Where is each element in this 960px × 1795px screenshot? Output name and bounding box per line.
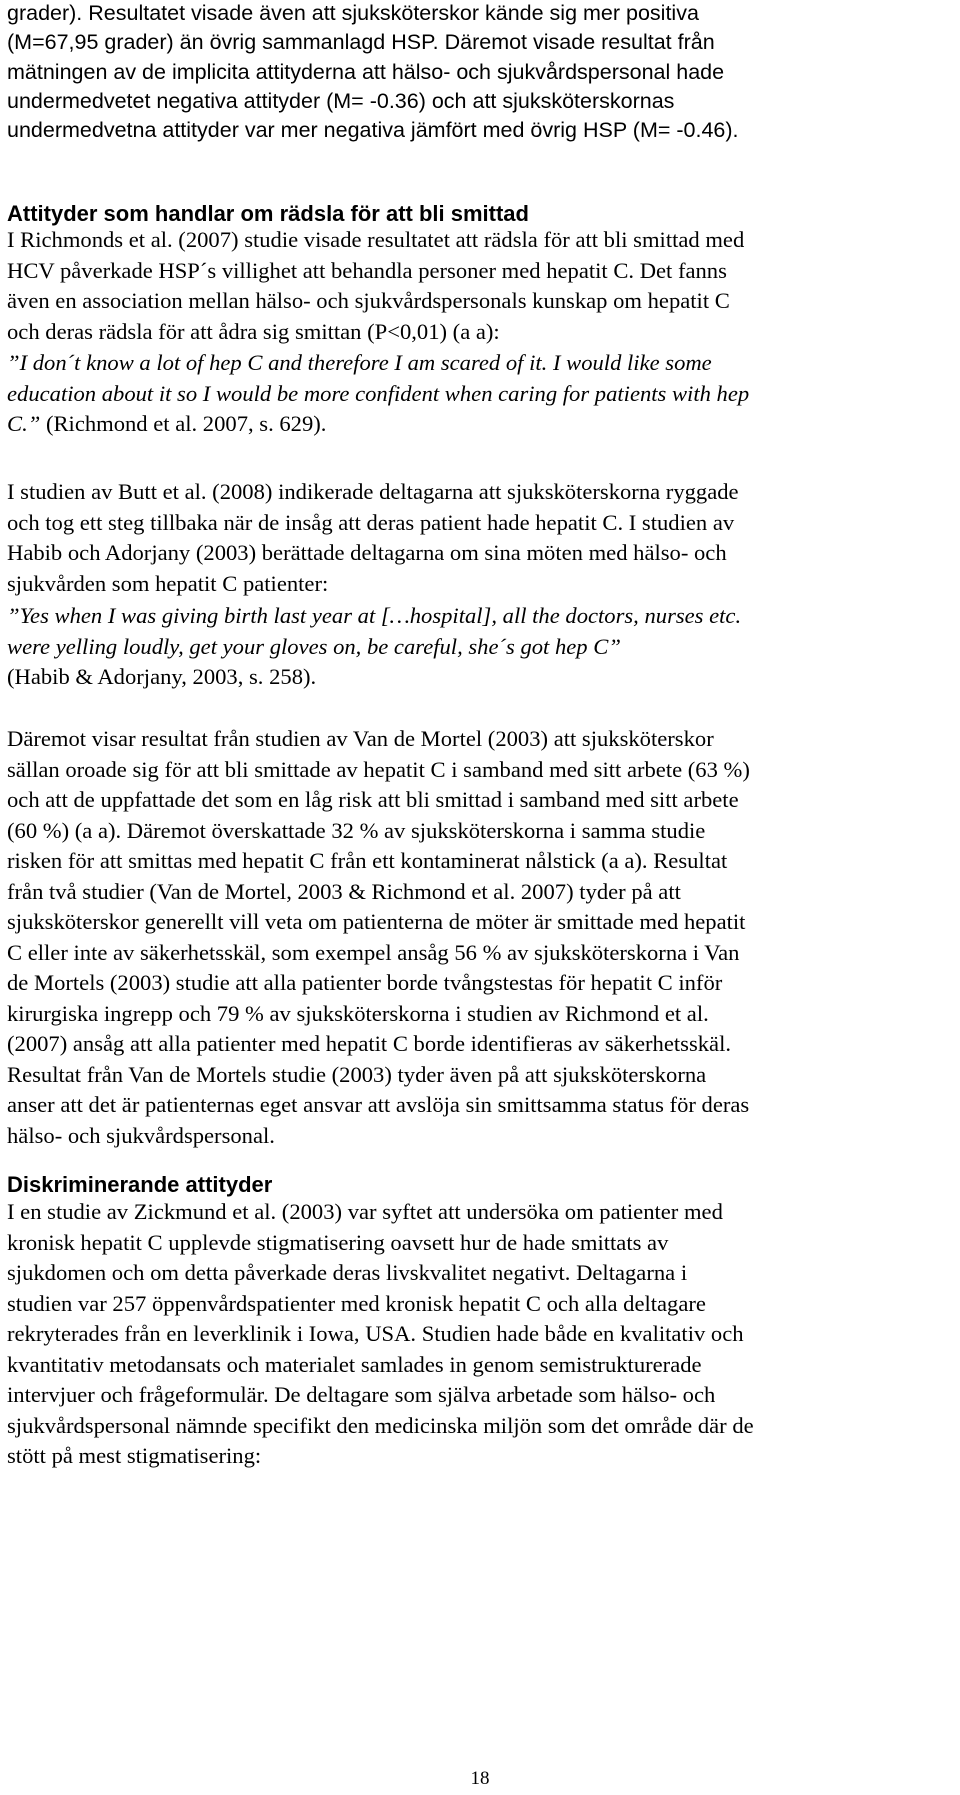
text-line: studien var 257 öppenvårdspatienter med kronisk hepatit C och alla deltagare xyxy=(7,1290,706,1316)
quote-line: were yelling loudly, get your gloves on, be careful, she´s got hep C” xyxy=(7,633,621,659)
text-line: mätningen av de implicita attityderna att hälso- och sjukvårdspersonal hade xyxy=(7,59,725,84)
text-line: kvantitativ metodansats och materialet samlades in genom semistrukturerade xyxy=(7,1351,702,1377)
text-line: sjukvården som hepatit C patienter: xyxy=(7,570,329,596)
intro-paragraph xyxy=(7,0,739,145)
quote-citation: (Richmond et al. 2007, s. 629). xyxy=(40,411,327,436)
text-line: sällan oroade sig för att bli smittade av hepatit C i samband med sitt arbete (63 %) xyxy=(7,756,750,782)
paragraph-richmond xyxy=(7,225,744,347)
quote-line: ”I don´t know a lot of hep C and therefore I am scared of it. I would like some xyxy=(7,350,712,375)
quote-line: education about it so I would be more confident when caring for patients with hep xyxy=(7,380,750,406)
text-line: även en association mellan hälso- och sjukvårdspersonals kunskap om hepatit C xyxy=(7,288,730,313)
paragraph-zickmund xyxy=(7,1197,754,1472)
paragraph-van-de-mortel xyxy=(7,724,750,1151)
text-line: från två studier (Van de Mortel, 2003 & Richmond et al. 2007) tyder på att xyxy=(7,878,681,904)
quote-line: ”Yes when I was giving birth last year at […hospital], all the doctors, nurses etc. xyxy=(7,603,742,628)
text-line: kronisk hepatit C upplevde stigmatisering oavsett hur de hade smittats av xyxy=(7,1229,669,1255)
text-line: undermedvetna attityder var mer negativa jämfört med övrig HSP (M= -0.46). xyxy=(7,118,739,143)
intro-text xyxy=(7,0,739,145)
text-line: grader). Resultatet visade även att sjuksköterskor kände sig mer positiva xyxy=(7,1,699,25)
text-line: och deras rädsla för att ådra sig smittan (P<0,01) (a a): xyxy=(7,318,500,344)
page-number: 18 xyxy=(470,1768,490,1789)
text-line: stött på mest stigmatisering: xyxy=(7,1443,262,1468)
paragraph-butt-habib xyxy=(7,477,739,599)
quote-citation: (Habib & Adorjany, 2003, s. 258). xyxy=(7,664,317,689)
text-line: (60 %) (a a). Däremot överskattade 32 % av sjuksköterskorna i samma studie xyxy=(7,817,706,843)
text-line: HCV påverkade HSP´s villighet att behandla personer med hepatit C. Det fanns xyxy=(7,257,727,283)
text-line: sjukdomen och om detta påverkade deras livskvalitet negativt. Deltagarna i xyxy=(7,1260,688,1285)
quote-line-end: C.” xyxy=(7,411,41,436)
text-line: risken för att smittas med hepatit C från ett kontaminerat nålstick (a a). Resultat xyxy=(7,848,728,873)
text-line: undermedvetet negativa attityder (M= -0.36) och att sjuksköterskornas xyxy=(7,88,675,113)
text-line: rekryterades från en leverklinik i Iowa, USA. Studien hade både en kvalitativ och xyxy=(7,1321,744,1346)
text-line: I Richmonds et al. (2007) studie visade resultatet att rädsla för att bli smittad med xyxy=(7,227,745,252)
text-line: de Mortels (2003) studie att alla patienter borde tvångstestas för hepatit C inför xyxy=(7,970,723,995)
text-line: intervjuer och frågeformulär. De deltagare som själva arbetade som hälso- och xyxy=(7,1382,716,1407)
quote-habib xyxy=(7,601,741,693)
text-line: I en studie av Zickmund et al. (2003) var syftet att undersöka om patienter med xyxy=(7,1199,723,1224)
text-line: och att de uppfattade det som en låg risk att bli smittad i samband med sitt arbete xyxy=(7,787,739,812)
text-line: (2007) ansåg att alla patienter med hepatit C borde identifieras av säkerhetsskäl. xyxy=(7,1031,731,1056)
text-line: och tog ett steg tillbaka när de insåg att deras patient hade hepatit C. I studien av xyxy=(7,509,735,535)
text-line: Resultat från Van de Mortels studie (2003) tyder även på att sjuksköterskorna xyxy=(7,1061,707,1087)
text-line: kirurgiska ingrepp och 79 % av sjuksköterskorna i studien av Richmond et al. xyxy=(7,1000,709,1026)
section-heading-fear: Attityder som handlar om rädsla för att bli smittad xyxy=(7,201,529,226)
text-line: (M=67,95 grader) än övrig sammanlagd HSP. Däremot visade resultat från xyxy=(7,30,715,55)
text-line: sjukvårdspersonal nämnde specifikt den medicinska miljön som det område där de xyxy=(7,1412,754,1438)
text-line: Habib och Adorjany (2003) berättade deltagarna om sina möten med hälso- och xyxy=(7,540,727,565)
text-line: Däremot visar resultat från studien av Van de Mortel (2003) att sjuksköterskor xyxy=(7,726,714,751)
text-line: anser att det är patienternas eget ansvar att avslöja sin smittsamma status för deras xyxy=(7,1092,750,1117)
quote-richmond xyxy=(7,348,749,440)
text-line: I studien av Butt et al. (2008) indikerade deltagarna att sjuksköterskorna ryggade xyxy=(7,479,739,504)
section-heading-discrimination: Diskriminerande attityder xyxy=(7,1172,273,1197)
text-line: sjuksköterskor generellt vill veta om patienterna de möter är smittade med hepatit xyxy=(7,909,746,934)
text-line: C eller inte av säkerhetsskäl, som exempel ansåg 56 % av sjuksköterskorna i Van xyxy=(7,939,740,965)
text-line: hälso- och sjukvårdspersonal. xyxy=(7,1122,275,1148)
